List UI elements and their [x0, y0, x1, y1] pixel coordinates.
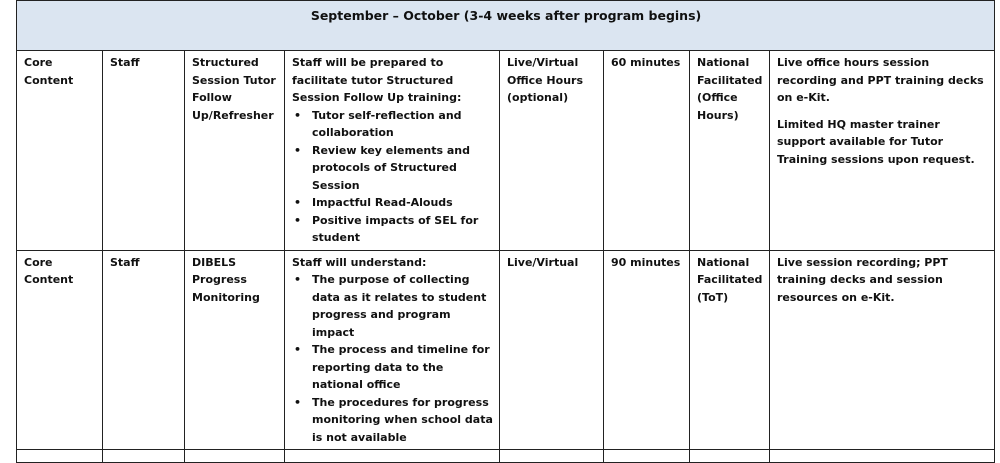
description-bullets [292, 107, 493, 247]
facilitation-cell: National Facilitated (ToT) [690, 250, 770, 450]
resource-note: Live office hours session recording and PPT training decks on e-Kit. [777, 56, 984, 104]
table-row [17, 250, 995, 450]
description-intro: Staff will be prepared to facilitate tutor Structured Session Follow Up training: [292, 56, 462, 104]
format-cell: Live/Virtual [500, 250, 604, 450]
category-cell: Core Content [17, 250, 103, 450]
description-cell [285, 51, 500, 251]
training-schedule-table [16, 0, 995, 463]
bullet-item: • Review key elements and protocols of Structured Session [312, 142, 493, 195]
resources-cell [770, 51, 995, 251]
format-cell: Live/Virtual Office Hours (optional) [500, 51, 604, 251]
audience-cell: Staff [103, 51, 185, 251]
section-header: September – October (3-4 weeks after program begins) [17, 1, 995, 51]
bullet-item: • The process and timeline for reporting data to the national office [312, 341, 493, 394]
category-cell: Core Content [17, 51, 103, 251]
resources-cell [770, 250, 995, 450]
bullet-item: • Tutor self-reflection and collaboration [312, 107, 493, 142]
description-bullets [292, 271, 493, 446]
facilitation-cell: National Facilitated (Office Hours) [690, 51, 770, 251]
duration-cell: 60 minutes [604, 51, 690, 251]
duration-cell: 90 minutes [604, 250, 690, 450]
bullet-item: • The purpose of collecting data as it relates to student progress and program impact [312, 271, 493, 341]
resource-note: Limited HQ master trainer support available for Tutor Training sessions upon request. [777, 117, 975, 166]
audience-cell: Staff [103, 250, 185, 450]
description-intro: Staff will understand: [292, 255, 427, 269]
section-header-row [17, 1, 995, 51]
table-row [17, 51, 995, 251]
table-row-continued [17, 450, 995, 463]
bullet-item: • The procedures for progress monitoring when school data is not available [312, 394, 493, 447]
bullet-item: • Impactful Read-Alouds [312, 194, 493, 212]
topic-cell: Structured Session Tutor Follow Up/Refresher [185, 51, 285, 251]
description-cell [285, 250, 500, 450]
bullet-item: • Positive impacts of SEL for student [312, 212, 493, 247]
resource-note: Live session recording; PPT training decks and session resources on e-Kit. [777, 255, 948, 304]
topic-cell: DIBELS Progress Monitoring [185, 250, 285, 450]
